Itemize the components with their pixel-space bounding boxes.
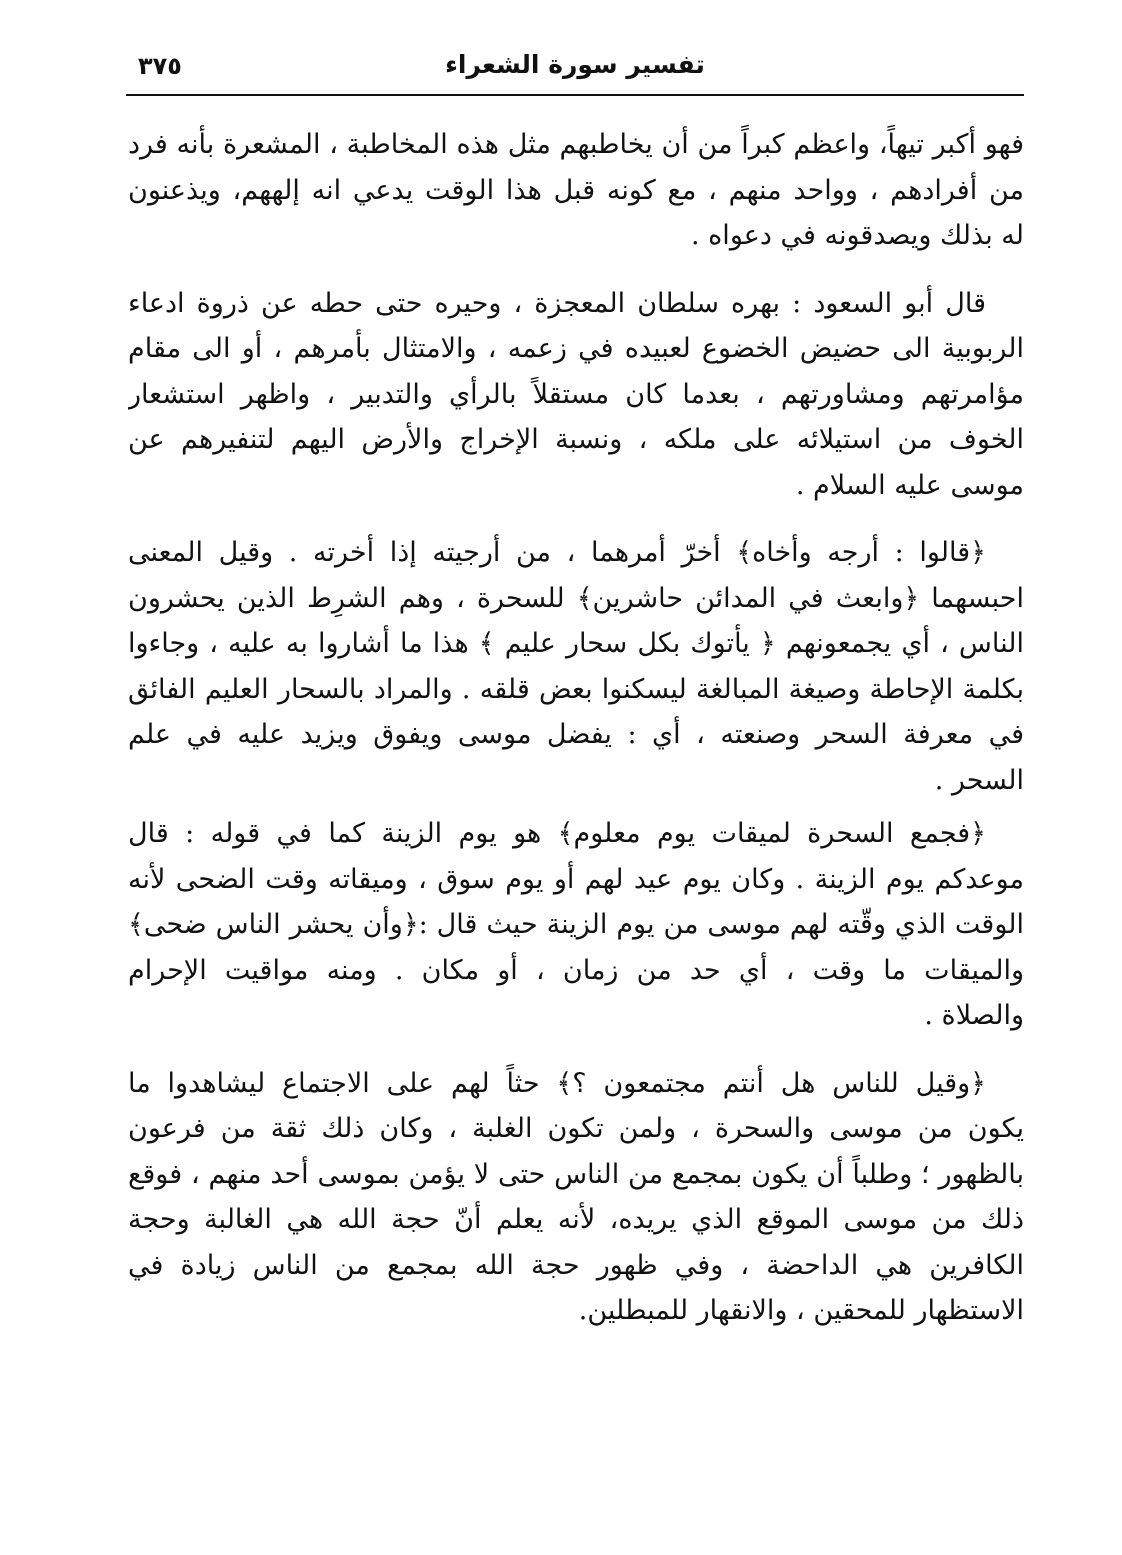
paragraph	[128, 122, 1024, 259]
text-line: ﴿قالوا : أرجه وأخاه﴾ أخرّ أمرهما ، من أرجيته إذا أخرته . وقيل المعنى	[128, 537, 986, 568]
text-line: الخوف من استيلائه على ملكه ، ونسبة الإخراج والأرض اليهم لتنفيرهم عن	[128, 424, 1024, 455]
text-line: موعدكم يوم الزينة . وكان يوم عيد لهم أو يوم سوق ، وميقاته وقت الضحى لأنه	[128, 863, 1024, 895]
text-line: الناس ، أي يجمعونهم ﴿ يأتوك بكل سحار عليم ﴾ هذا ما أشاروا به عليه ، وجاءوا	[128, 628, 1024, 659]
page-header	[126, 48, 1024, 96]
text-line: الكافرين هي الداحضة ، وفي ظهور حجة الله بمجمع من الناس زيادة في	[128, 1249, 1024, 1281]
paragraph	[128, 811, 1024, 1039]
running-title: تفسير سورة الشعراء	[445, 50, 705, 79]
text-line: ﴿فجمع السحرة لميقات يوم معلوم﴾ هو يوم الزينة كما في قوله : قال	[128, 818, 986, 849]
body-text	[128, 122, 1024, 1334]
paragraph	[128, 530, 1024, 803]
text-line: بكلمة الإحاطة وصيغة المبالغة ليسكنوا بعض قلقه . والمراد بالسحار العليم الفائق	[128, 673, 1024, 705]
text-line: والصلاة .	[924, 1000, 1024, 1031]
text-line: السحر .	[934, 764, 1024, 796]
text-line: الربوبية الى حضيض الخضوع لعبيده في زعمه ، والامتثال بأمرهم ، أو الى مقام	[128, 333, 1024, 364]
text-line: قال أبو السعود : بهره سلطان المعجزة ، وحيره حتى حطه عن ذروة ادعاء	[128, 287, 986, 319]
text-line: له بذلك ويصدقونه في دعواه .	[691, 220, 1024, 251]
text-line: الوقت الذي وقّته لهم موسى من يوم الزينة حيث قال :﴿وأن يحشر الناس ضحى﴾	[128, 909, 1024, 940]
text-line: فهو أكبر تيهاً، واعظم كبراً من أن يخاطبهم مثل هذه المخاطبة ، المشعرة بأنه فرد	[128, 129, 1024, 160]
text-line: والميقات ما وقت ، أي حد من زمان ، أو مكان . ومنه مواقيت الإحرام	[128, 954, 1024, 986]
page-number: ٣٧٥	[138, 52, 182, 80]
paragraph	[128, 281, 1024, 509]
paragraph	[128, 1061, 1024, 1334]
text-line: ذلك من موسى الموقع الذي يريده، لأنه يعلم أنّ حجة الله هي الغالبة وحجة	[128, 1204, 1024, 1235]
text-line: مؤامرتهم ومشاورتهم ، بعدما كان مستقلاً بالرأي والتدبير ، واظهر استشعار	[128, 378, 1024, 410]
text-line: الاستظهار للمحقين ، والانقهار للمبطلين.	[578, 1295, 1024, 1326]
text-line: موسى عليه السلام .	[795, 469, 1024, 501]
text-line: من أفرادهم ، وواحد منهم ، مع كونه قبل هذا الوقت يدعي انه إلههم، ويذعنون	[128, 174, 1024, 206]
text-line: بالظهور ؛ وطلباً أن يكون بمجمع من الناس حتى لا يؤمن بموسى أحد منهم ، فوقع	[128, 1158, 1024, 1190]
text-line: في معرفة السحر وصنعته ، أي : يفضل موسى ويفوق ويزيد عليه في علم	[128, 719, 1024, 750]
text-line: ﴿وقيل للناس هل أنتم مجتمعون ؟﴾ حثاً لهم على الاجتماع ليشاهدوا ما	[128, 1067, 986, 1099]
text-line: يكون من موسى والسحرة ، ولمن تكون الغلبة ، وكان ذلك ثقة من فرعون	[128, 1113, 1024, 1144]
text-line: احبسهما ﴿وابعث في المدائن حاشرين﴾ للسحرة ، وهم الشرِط الذين يحشرون	[128, 582, 1024, 614]
